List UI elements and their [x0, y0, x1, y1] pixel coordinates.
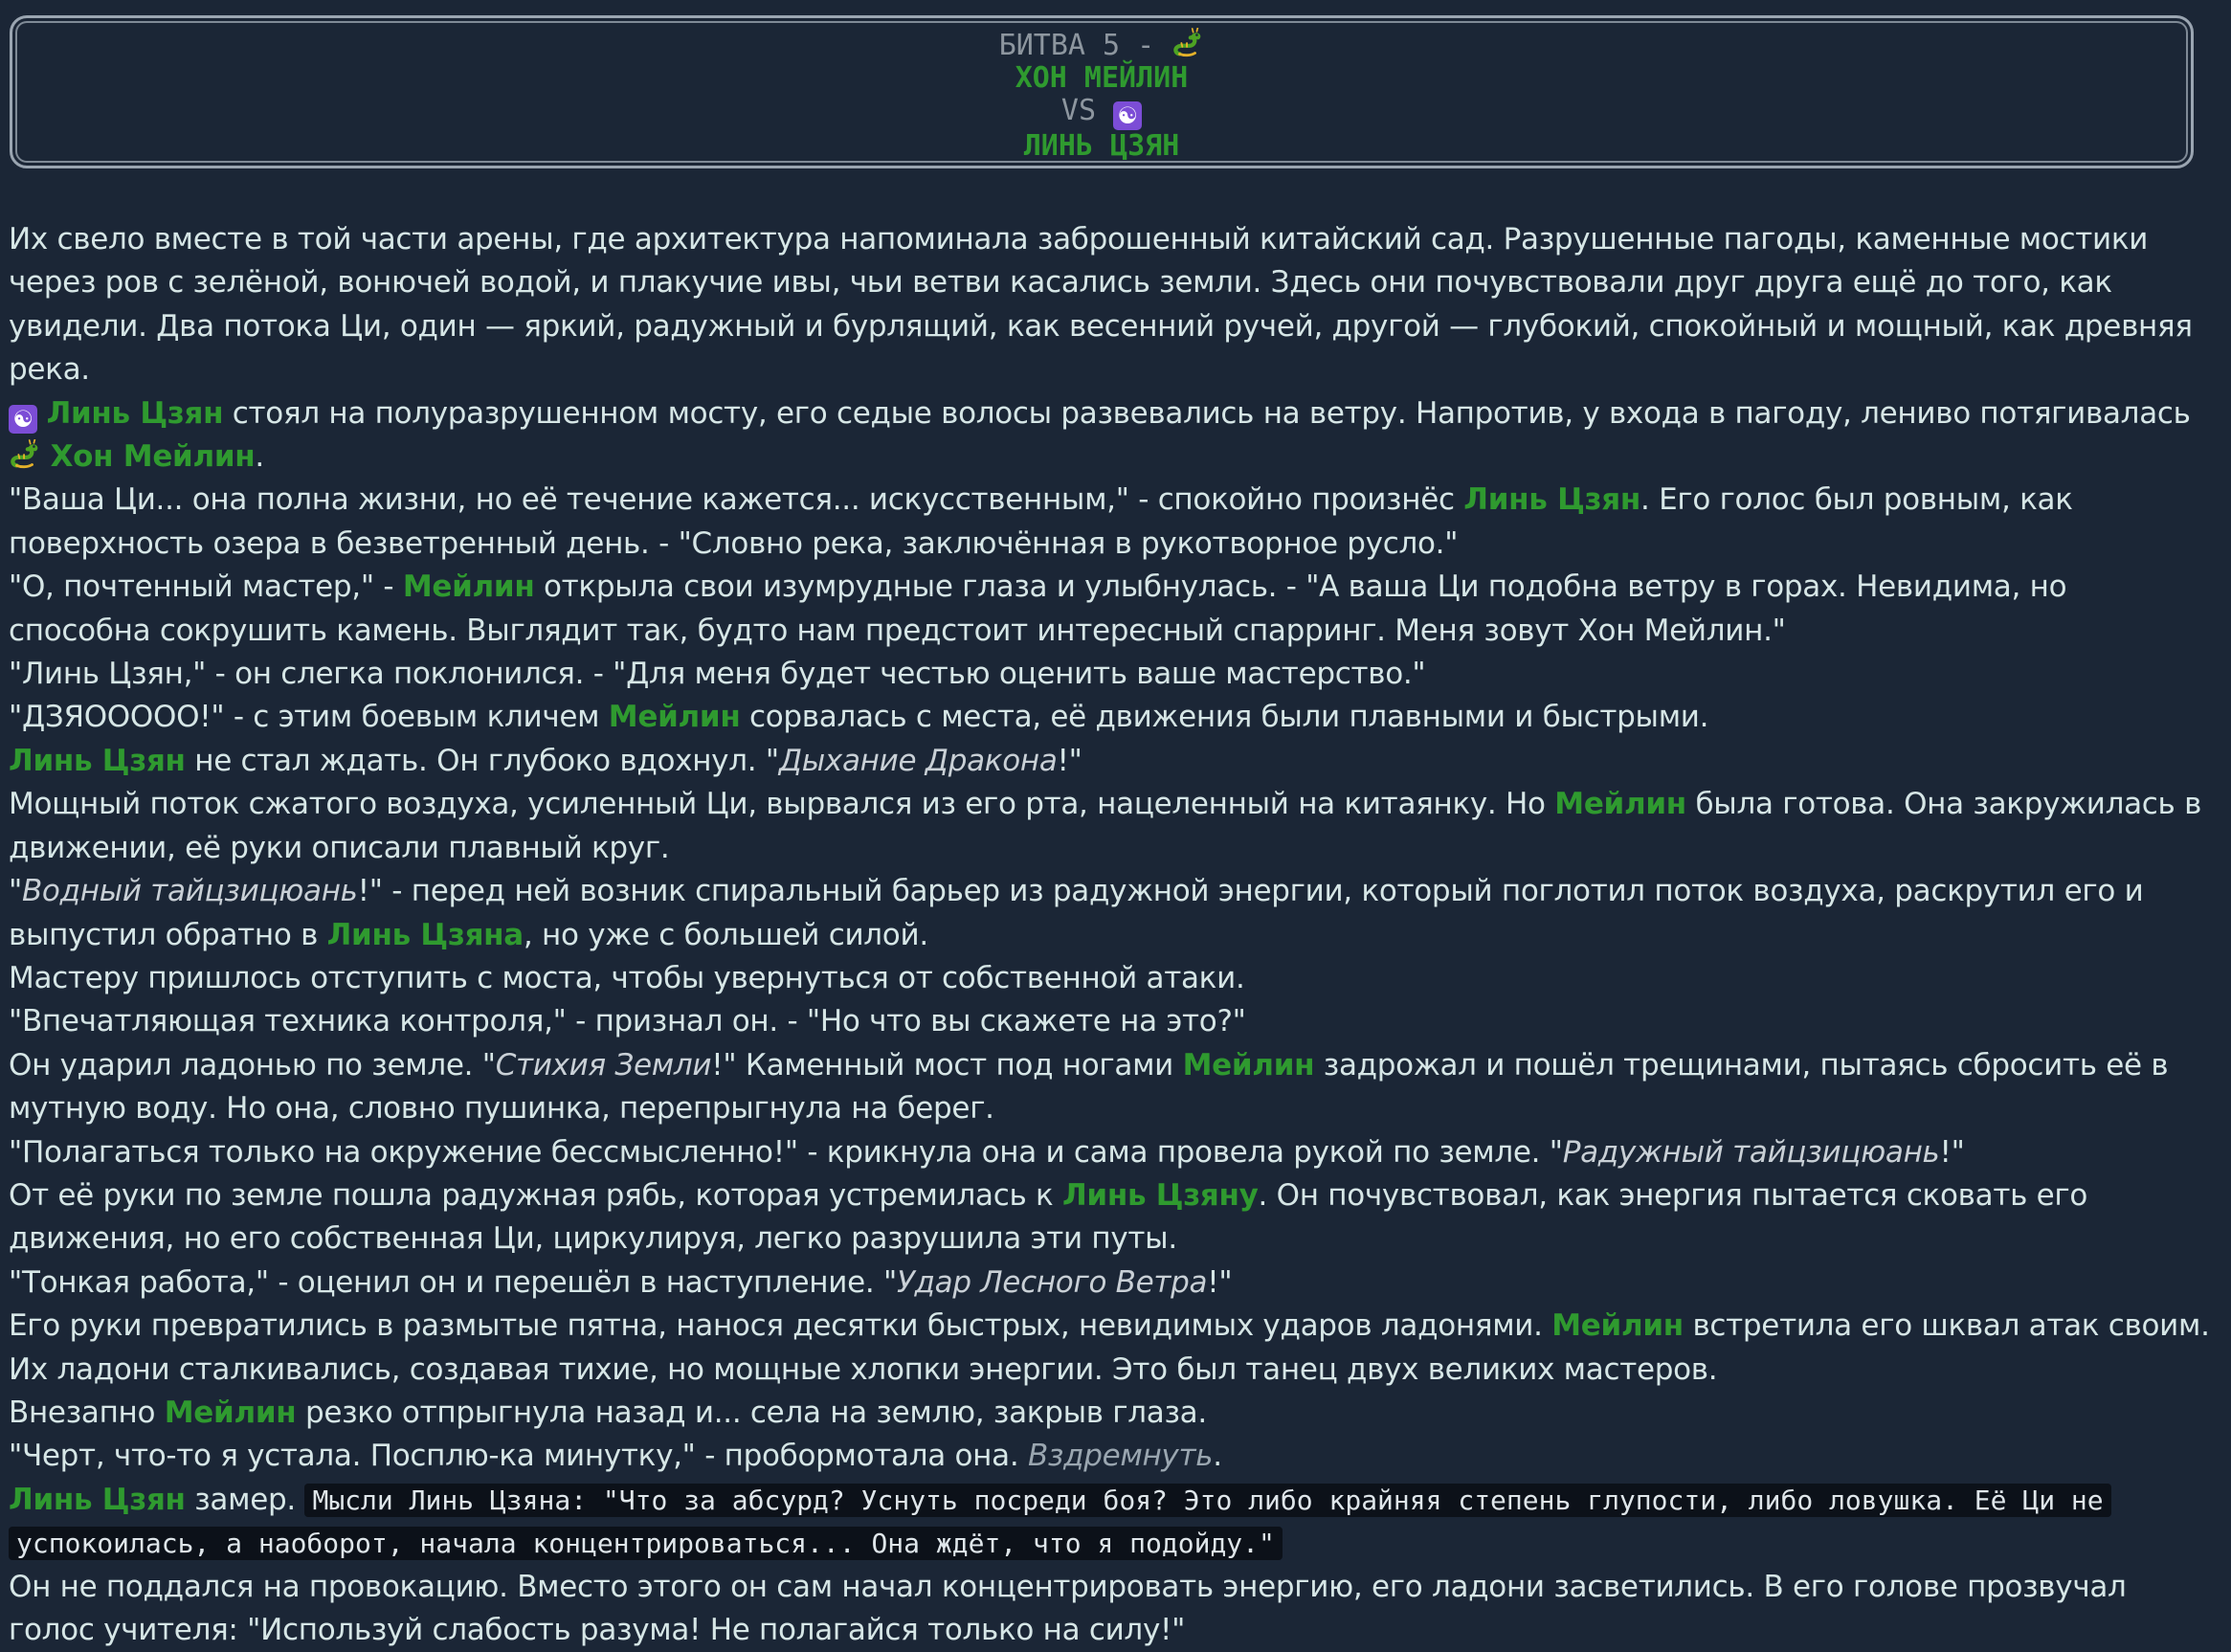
technique-name: Радужный тайцзицюань: [1562, 1134, 1940, 1170]
fighter-name: Мейлин: [1554, 787, 1686, 822]
fighter-name: Мейлин: [608, 700, 741, 735]
story-paragraph: "Впечатляющая техника контроля," - признал он. - "Но что вы скажете на это?": [9, 1004, 1246, 1039]
story-text: "Черт, что-то я устала. Посплю-ка минутку," - пробормотала она.: [9, 1439, 1028, 1474]
story-paragraph: Мастеру пришлось отступить с моста, чтобы увернуться от собственной атаки.: [9, 960, 1245, 995]
technique-name: Стихия Земли: [495, 1047, 712, 1083]
story-paragraph: [9, 1261, 2210, 1305]
yin-yang-icon: ☯: [9, 405, 37, 434]
fighter-name: Мейлин: [164, 1395, 297, 1430]
fighter-name: Мейлин: [402, 569, 535, 605]
fighter2-line: [12, 130, 2191, 163]
battle-header: [10, 15, 2194, 168]
fighter-name: Линь Цзян: [9, 743, 186, 778]
story-text: "Тонкая работа," - оценил он и перешёл в наступление. ": [9, 1264, 897, 1300]
story-text: , но уже с большей силой.: [523, 917, 928, 952]
technique-name: Удар Лесного Ветра: [896, 1264, 1208, 1300]
story-text: Внезапно: [9, 1395, 165, 1430]
story-text: От её руки по земле пошла радужная рябь, которая устремилась к: [9, 1177, 1062, 1213]
story-text: !" Каменный мост под ногами: [711, 1047, 1183, 1083]
fighter1-line: [12, 62, 2191, 95]
vs-label: VS: [1060, 94, 1097, 127]
battle-label: БИТВА 5 -: [998, 29, 1155, 62]
story-text: замер.: [185, 1482, 305, 1517]
story-paragraph: [9, 1044, 2210, 1131]
fighter-name: Линь Цзян: [9, 1482, 186, 1517]
fighter-name: Линь Цзян: [46, 395, 224, 431]
story-text: резко отпрыгнула назад и... села на землю, закрыв глаза.: [296, 1395, 1207, 1430]
story-text: сорвалась с места, её движения были плавными и быстрыми.: [740, 700, 1709, 735]
story-paragraph: [9, 870, 2210, 957]
story-text: !" - перед ней возник спиральный барьер из радужной энергии, который поглотил поток воздуха, раскрутил его и выпустил обратно в: [9, 874, 2144, 952]
story-paragraph: [9, 1435, 2210, 1478]
story-text: Мощный поток сжатого воздуха, усиленный Ци, вырвался из его рта, нацеленный на китаянку. Но: [9, 787, 1555, 822]
yin-yang-icon: ☯: [1113, 101, 1142, 130]
story-text: !": [1207, 1264, 1233, 1300]
story-text: "Полагаться только на окружение бессмысленно!" - крикнула она и сама провела рукой по земле. ": [9, 1134, 1563, 1170]
fighter1-name: ХОН МЕЙЛИН: [1015, 61, 1189, 95]
story-text: . Его голос был ровным, как поверхность озера в безветренный день. - "Словно река, заключённая в рукотворное русло.": [9, 482, 2073, 561]
story-text: "Ваша Ци... она полна жизни, но её течение кажется... искусственным," - спокойно произнёс: [9, 482, 1464, 518]
fighter2-name: ЛИНЬ ЦЗЯН: [1023, 129, 1180, 163]
story-paragraph: [9, 740, 2210, 783]
story-text: стоял на полуразрушенном мосту, его седые волосы развевались на ветру. Напротив, у входа в пагоду, лениво потягивалась: [223, 395, 2191, 431]
fighter-name: Мейлин: [1182, 1047, 1315, 1083]
story-paragraph: [9, 1392, 2210, 1435]
story-paragraph: Он не поддался на провокацию. Вместо этого он сам начал концентрировать энергию, его ладони засветились. В его голове прозвучал голос учителя: "Используй слабость разума! Не полагайся только на силу!": [9, 1569, 2127, 1647]
inner-thoughts-block: Мысли Линь Цзяна: "Что за абсурд? Уснуть посреди боя? Это либо крайняя степень глупости, либо ловушка. Её Ци не успокоилась, а наоборот, начала концентрироваться... Она ждёт, что я подойду.": [9, 1484, 2111, 1560]
story-paragraph: [9, 1131, 2210, 1174]
story-paragraph: [9, 783, 2210, 870]
story-paragraph: [9, 696, 2210, 739]
story-paragraph: [9, 1305, 2210, 1392]
story-text: Он ударил ладонью по земле. ": [9, 1047, 496, 1083]
story-paragraph: Их свело вместе в той части арены, где архитектура напоминала заброшенный китайский сад. Разрушенные пагоды, каменные мостики через ров с зелёной, вонючей водой, и плакучие ивы, чьи ветви касались земли. Здесь они почувствовали друг друга ещё до того, как увидели. Два потока Ци, один — яркий, радужный и бурлящий, как весенний ручей, другой — глубокий, спокойный и мощный, как древняя река.: [9, 222, 2193, 388]
story-paragraph: [9, 1174, 2210, 1261]
vs-line: [12, 95, 2191, 130]
story-text: была готова. Она закружилась в движении, её руки описали плавный круг.: [9, 787, 2202, 865]
story-text: задрожал и пошёл трещинами, пытаясь сбросить её в мутную воду. Но она, словно пушинка, перепрыгнула на берег.: [9, 1047, 2169, 1127]
story-text: . Он почувствовал, как энергия пытается сковать его движения, но его собственная Ци, циркулируя, легко разрушила эти путы.: [9, 1177, 2088, 1257]
fighter-name: Линь Цзян: [1463, 482, 1640, 518]
dragon-icon: [9, 439, 41, 472]
story-text: открыла свои изумрудные глаза и улыбнулась. - "А ваша Ци подобна ветру в горах. Невидима, но способна сокрушить камень. Выглядит так, будто нам предстоит интересный спарринг. Меня зовут Хон Мейлин.": [9, 569, 2067, 648]
fighter-name: Хон Мейлин: [50, 439, 256, 475]
technique-name: Вздремнуть: [1027, 1439, 1214, 1474]
story-paragraph: [9, 566, 2210, 653]
technique-name: Дыхание Дракона: [778, 743, 1058, 778]
story-paragraph: [9, 392, 2210, 480]
fighter-name: Мейлин: [1551, 1308, 1684, 1344]
story-text: .: [255, 439, 264, 475]
story-text: встретила его шквал атак своим. Их ладони сталкивались, создавая тихие, но мощные хлопки энергии. Это был танец двух великих мастеров.: [9, 1308, 2210, 1387]
story-text: не стал ждать. Он глубоко вдохнул. ": [185, 743, 779, 778]
story-text: !": [1057, 743, 1082, 778]
technique-name: Водный тайцзицюань: [21, 874, 358, 909]
story-paragraph: [9, 479, 2210, 566]
battle-story: [9, 218, 2210, 1652]
story-text: .: [1213, 1439, 1222, 1474]
story-text: ": [9, 874, 22, 909]
story-paragraph: "Линь Цзян," - он слегка поклонился. - "Для меня будет честью оценить ваше мастерство.": [9, 657, 1426, 692]
story-text: Его руки превратились в размытые пятна, нанося десятки быстрых, невидимых ударов ладонями.: [9, 1308, 1552, 1344]
story-text: "ДЗЯООООО!" - с этим боевым кличем: [9, 700, 609, 735]
battle-title-line: [12, 28, 2191, 62]
story-text: !": [1939, 1134, 1965, 1170]
fighter-name: Линь Цзяна: [326, 917, 524, 952]
fighter-name: Линь Цзяну: [1061, 1177, 1259, 1213]
story-text: "О, почтенный мастер," -: [9, 569, 403, 605]
story-paragraph: [9, 1479, 2210, 1566]
dragon-icon: [1171, 28, 1204, 60]
